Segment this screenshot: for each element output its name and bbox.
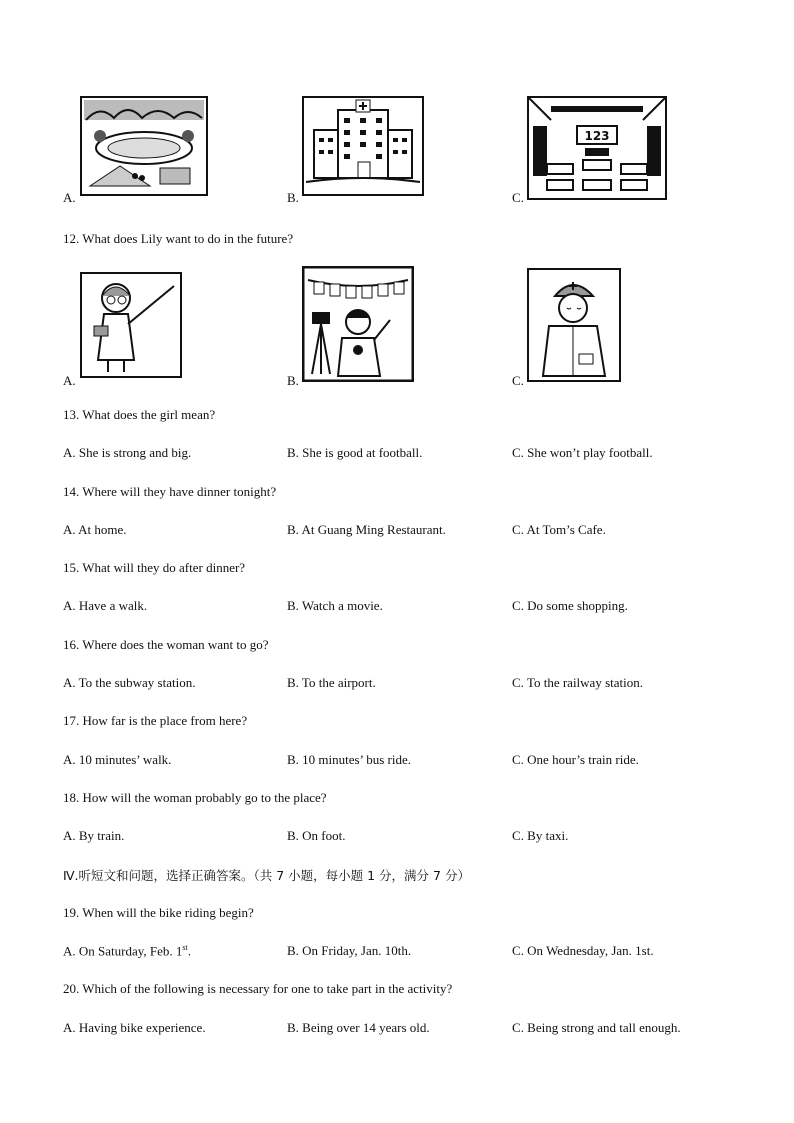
picture-label-a: A. <box>63 190 76 205</box>
teacher-picture <box>80 272 182 378</box>
option-b: B. On foot. <box>287 828 346 843</box>
option-a: A. She is strong and big. <box>63 445 192 460</box>
option-c: C. By taxi. <box>512 828 569 843</box>
question-12: 12. What does Lily want to do in the future? <box>63 231 294 246</box>
question-18: 18. How will the woman probably go to the place? <box>63 790 327 805</box>
option-a-end: . <box>187 943 191 959</box>
option-b: B. On Friday, Jan. 10th. <box>287 943 412 958</box>
question-17: 17. How far is the place from here? <box>63 713 248 728</box>
option-c: C. One hour’s train ride. <box>512 752 639 767</box>
question-15: 15. What will they do after dinner? <box>63 560 246 575</box>
option-a: A. 10 minutes’ walk. <box>63 752 172 767</box>
option-b: B. At Guang Ming Restaurant. <box>287 522 446 537</box>
option-c: C. She won’t play football. <box>512 445 653 460</box>
option-b: B. Watch a movie. <box>287 598 383 613</box>
question-20: 20. Which of the following is necessary for one to take part in the activity? <box>63 981 453 996</box>
option-b: B. Being over 14 years old. <box>287 1020 430 1035</box>
ordinal-suffix: st <box>182 943 188 952</box>
classroom-picture <box>527 96 667 200</box>
option-b: B. 10 minutes’ bus ride. <box>287 752 411 767</box>
picture-label-b: B. <box>287 373 299 388</box>
svg-text:123: 123 <box>584 129 610 143</box>
section-heading: Ⅳ.听短文和问题，选择正确答案。（共 7 小题，每小题 1 分，满分 7 分） <box>63 868 470 883</box>
option-c: C. At Tom’s Cafe. <box>512 522 606 537</box>
hospital-picture <box>302 96 424 196</box>
question-14: 14. Where will they have dinner tonight? <box>63 484 277 499</box>
option-a: A. Having bike experience. <box>63 1020 206 1035</box>
option-b: B. She is good at football. <box>287 445 423 460</box>
option-a-text: A. On Saturday, Feb. 1 <box>63 943 183 959</box>
question-19: 19. When will the bike riding begin? <box>63 905 254 920</box>
option-a: A. At home. <box>63 522 127 537</box>
option-c: C. To the railway station. <box>512 675 643 690</box>
option-a: A. To the subway station. <box>63 675 196 690</box>
option-c: C. On Wednesday, Jan. 1st. <box>512 943 654 958</box>
photographer-picture <box>302 266 414 382</box>
doctor-picture <box>527 268 621 382</box>
picture-label-c: C. <box>512 373 524 388</box>
question-16: 16. Where does the woman want to go? <box>63 637 269 652</box>
picture-label-b: B. <box>287 190 299 205</box>
option-c: C. Do some shopping. <box>512 598 628 613</box>
option-c: C. Being strong and tall enough. <box>512 1020 681 1035</box>
park-picture <box>80 96 208 196</box>
option-b: B. To the airport. <box>287 675 376 690</box>
option-a: A. Have a walk. <box>63 598 148 613</box>
picture-label-a: A. <box>63 373 76 388</box>
option-a: A. By train. <box>63 828 125 843</box>
question-13: 13. What does the girl mean? <box>63 407 216 422</box>
option-a <box>63 943 191 959</box>
picture-label-c: C. <box>512 190 524 205</box>
